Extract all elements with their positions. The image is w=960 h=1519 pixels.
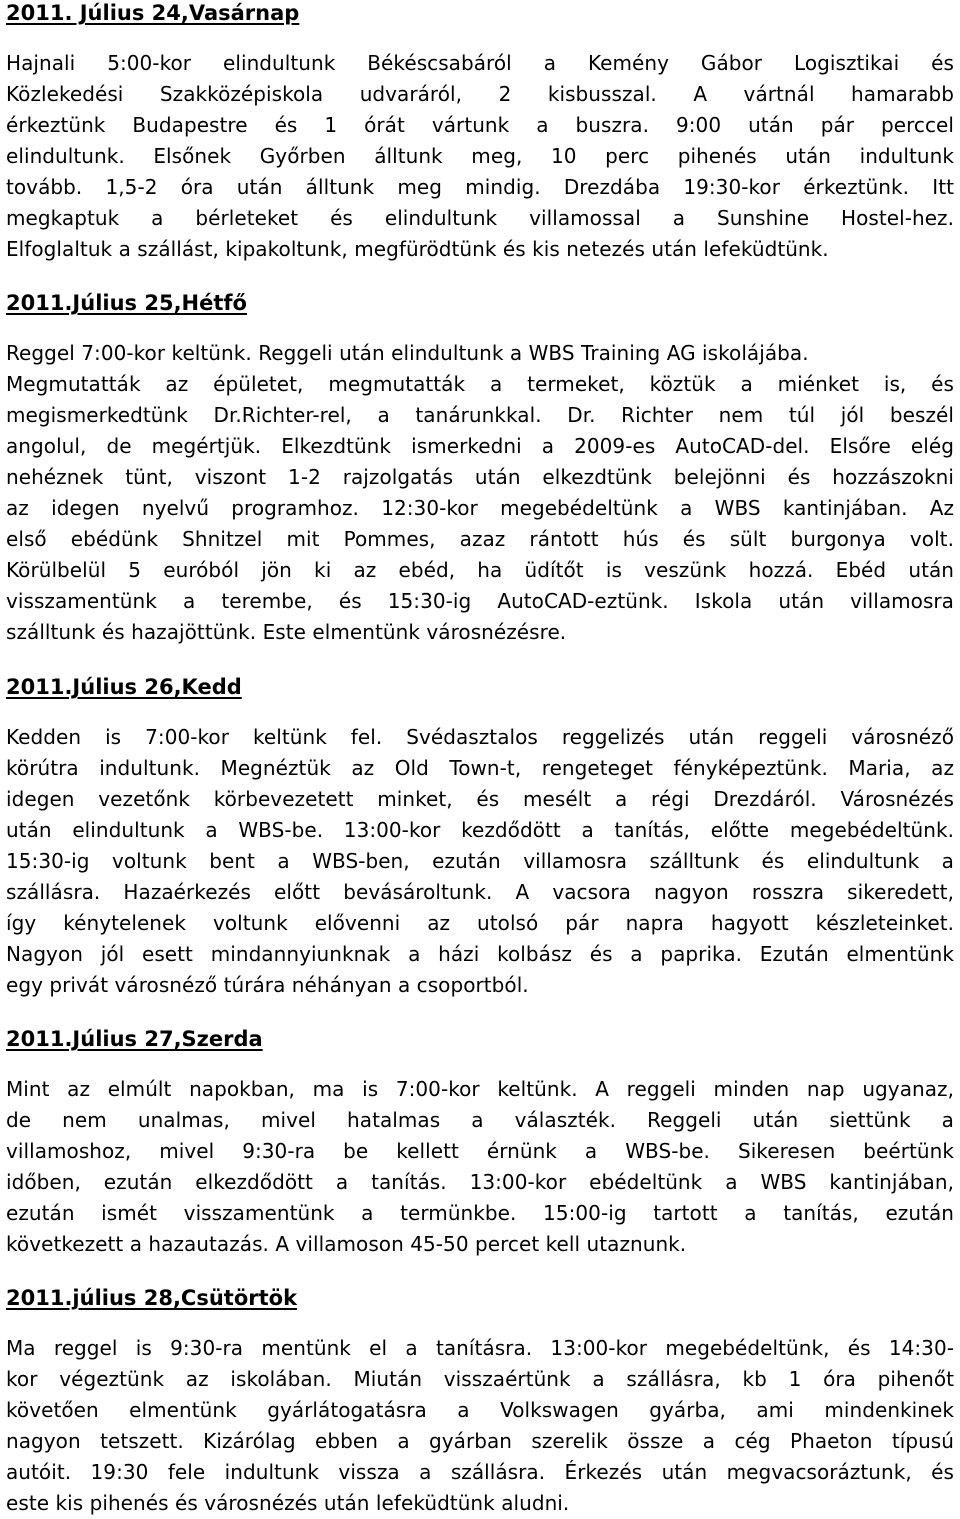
text-line: szálltunk és hazajöttünk. Este elmentünk városnézésre. bbox=[6, 620, 567, 644]
text-line: autóit. 19:30 fele indultunk vissza a szállásra. Érkezés után megvacsoráztunk, és bbox=[6, 1460, 954, 1484]
entry-body-july-25 bbox=[6, 338, 954, 648]
text-line: Közlekedési Szakközépiskola udvaráról, 2 kisbusszal. A vártnál hamarabb bbox=[6, 82, 954, 106]
text-line: Nagyon jól esett mindannyiunknak a házi kolbász és a paprika. Ezután elmentünk bbox=[6, 942, 954, 966]
text-line: Hajnali 5:00-kor elindultunk Békéscsabáról a Kemény Gábor Logisztikai és bbox=[6, 51, 954, 75]
entry-heading-july-26: 2011.Július 26,Kedd bbox=[6, 675, 242, 699]
text-line: követően elmentünk gyárlátogatásra a Volkswagen gyárba, ami mindenkinek bbox=[6, 1398, 954, 1422]
entry-body-july-27 bbox=[6, 1074, 954, 1260]
text-line: visszamentünk a terembe, és 15:30-ig AutoCAD-eztünk. Iskola után villamosra bbox=[6, 589, 954, 613]
text-line: kor végeztünk az iskolában. Miután visszaértünk a szállásra, kb 1 óra pihenőt bbox=[6, 1367, 954, 1391]
text-line: érkeztünk Budapestre és 1 órát vártunk a buszra. 9:00 után pár perccel bbox=[6, 113, 954, 137]
text-line: az idegen nyelvű programhoz. 12:30-kor megebédeltünk a WBS kantinjában. Az bbox=[6, 496, 954, 520]
text-line: következett a hazautazás. A villamoson 45-50 percet kell utaznunk. bbox=[6, 1232, 687, 1256]
entry-body-july-24 bbox=[6, 48, 954, 265]
text-line: Kedden is 7:00-kor keltünk fel. Svédasztalos reggelizés után reggeli városnéző bbox=[6, 725, 954, 749]
text-line: körútra indultunk. Megnéztük az Old Town-t, rengeteget fényképeztünk. Maria, az bbox=[6, 756, 954, 780]
text-line: időben, ezután elkezdődött a tanítás. 13:00-kor ebédeltünk a WBS kantinjában, bbox=[6, 1170, 954, 1194]
text-line: nagyon tetszett. Kizárólag ebben a gyárban szerelik össze a cég Phaeton típusú bbox=[6, 1429, 954, 1453]
text-line: ezután ismét visszamentünk a termünkbe. 15:00-ig tartott a tanítás, ezután bbox=[6, 1201, 954, 1225]
text-line: első ebédünk Shnitzel mit Pommes, azaz rántott hús és sült burgonya volt. bbox=[6, 527, 954, 551]
text-line: idegen vezetőnk körbevezetett minket, és mesélt a régi Drezdáról. Városnézés bbox=[6, 787, 954, 811]
text-line: szállásra. Hazaérkezés előtt bevásároltunk. A vacsora nagyon rosszra sikeredett, bbox=[6, 880, 954, 904]
entry-heading-july-25: 2011.Július 25,Hétfő bbox=[6, 291, 247, 315]
text-line: így kénytelenek voltunk elővenni az utolsó pár napra hagyott készleteinket. bbox=[6, 911, 954, 935]
text-line: után elindultunk a WBS-be. 13:00-kor kezdődött a tanítás, előtte megebédeltünk. bbox=[6, 818, 954, 842]
text-line: Megmutatták az épületet, megmutatták a termeket, köztük a miénket is, és bbox=[6, 372, 954, 396]
text-line: de nem unalmas, mivel hatalmas a választék. Reggeli után siettünk a bbox=[6, 1108, 954, 1132]
text-line: 15:30-ig voltunk bent a WBS-ben, ezután villamosra szálltunk és elindultunk a bbox=[6, 849, 954, 873]
text-line: megkaptuk a bérleteket és elindultunk villamossal a Sunshine Hostel-hez. bbox=[6, 206, 954, 230]
text-line: nehéznek tünt, viszont 1-2 rajzolgatás után elkezdtünk belejönni és hozzászokni bbox=[6, 465, 954, 489]
text-line: Ma reggel is 9:30-ra mentünk el a tanításra. 13:00-kor megebédeltünk, és 14:30- bbox=[6, 1336, 954, 1360]
entry-heading-july-24: 2011. Július 24,Vasárnap bbox=[6, 1, 300, 25]
text-line: megismerkedtünk Dr.Richter-rel, a tanárunkkal. Dr. Richter nem túl jól beszél bbox=[6, 403, 954, 427]
text-line: villamoshoz, mivel 9:30-ra be kellett érnünk a WBS-be. Sikeresen beértünk bbox=[6, 1139, 954, 1163]
entry-heading-july-28: 2011.július 28,Csütörtök bbox=[6, 1286, 298, 1310]
entry-body-july-28 bbox=[6, 1333, 954, 1519]
text-line: egy privát városnéző túrára néhányan a csoportból. bbox=[6, 973, 529, 997]
entry-body-july-26 bbox=[6, 722, 954, 1001]
text-line: elindultunk. Elsőnek Győrben álltunk meg, 10 perc pihenés után indultunk bbox=[6, 144, 954, 168]
text-line: este kis pihenés és városnézés után lefeküdtünk aludni. bbox=[6, 1491, 570, 1515]
text-line: angolul, de megértjük. Elkezdtünk ismerkedni a 2009-es AutoCAD-del. Elsőre elég bbox=[6, 434, 954, 458]
text-line: Körülbelül 5 euróból jön ki az ebéd, ha üdítőt is veszünk hozzá. Ebéd után bbox=[6, 558, 954, 582]
text-line: Mint az elmúlt napokban, ma is 7:00-kor keltünk. A reggeli minden nap ugyanaz, bbox=[6, 1077, 954, 1101]
entry-heading-july-27: 2011.Július 27,Szerda bbox=[6, 1027, 263, 1051]
text-line: Reggel 7:00-kor keltünk. Reggeli után elindultunk a WBS Training AG iskolájába. bbox=[6, 341, 809, 365]
text-line: Elfoglaltuk a szállást, kipakoltunk, megfürödtünk és kis netezés után lefeküdtünk. bbox=[6, 237, 829, 261]
text-line: tovább. 1,5-2 óra után álltunk meg mindig. Drezdába 19:30-kor érkeztünk. Itt bbox=[6, 175, 954, 199]
